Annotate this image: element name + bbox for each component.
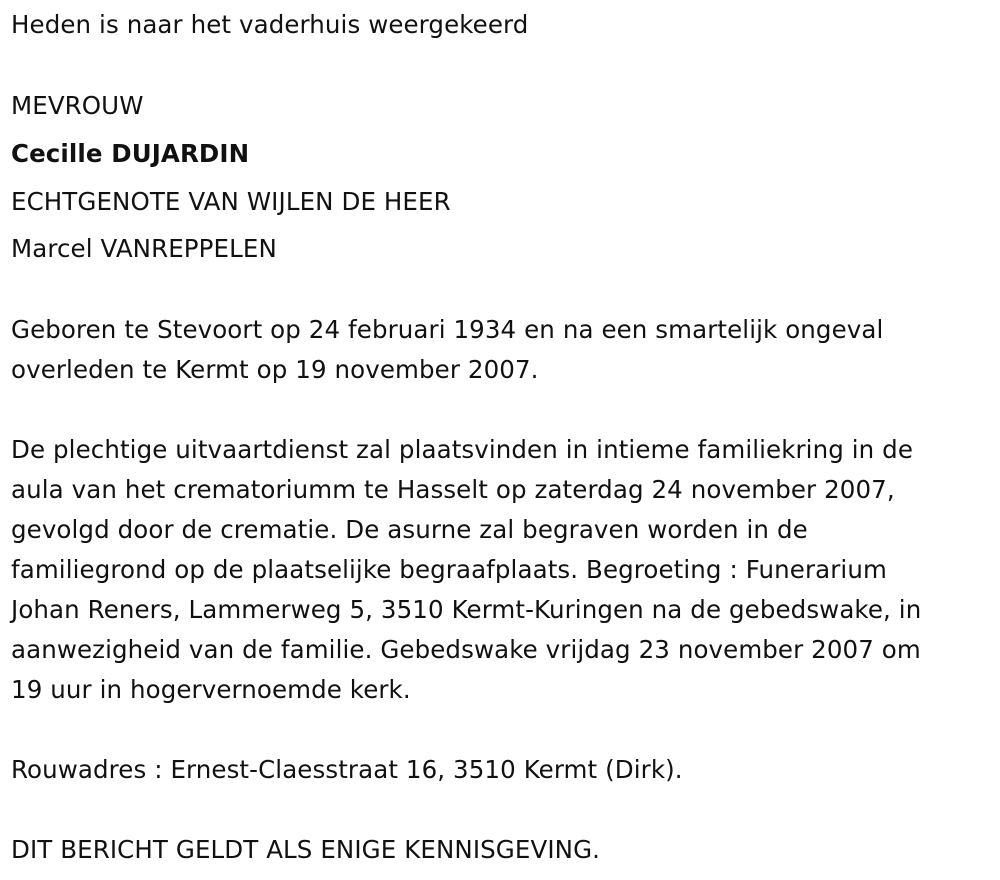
funeral-line: Johan Reners, Lammerweg 5, 3510 Kermt-Kuringen na de gebedswake, in: [11, 595, 922, 624]
salutation: MEVROUW: [11, 91, 144, 120]
birth-death-line: Geboren te Stevoort op 24 februari 1934 en na een smartelijk ongeval: [11, 315, 884, 344]
funeral-line: gevolgd door de crematie. De asurne zal begraven worden in de: [11, 515, 808, 544]
funeral-line: aanwezigheid van de familie. Gebedswake vrijdag 23 november 2007 om: [11, 635, 921, 664]
relation-text: ECHTGENOTE VAN WIJLEN DE HEER: [11, 187, 451, 216]
spouse-name: Marcel VANREPPELEN: [11, 234, 277, 263]
notice-text: DIT BERICHT GELDT ALS ENIGE KENNISGEVING.: [11, 835, 601, 864]
mourning-address: Rouwadres : Ernest-Claesstraat 16, 3510 Kermt (Dirk).: [11, 755, 683, 784]
deceased-name: Cecille DUJARDIN: [11, 139, 250, 168]
intro-text: Heden is naar het vaderhuis weergekeerd: [11, 10, 529, 39]
birth-death-line: overleden te Kermt op 19 november 2007.: [11, 355, 539, 384]
funeral-line: 19 uur in hogervernoemde kerk.: [11, 675, 411, 704]
funeral-line: De plechtige uitvaartdienst zal plaatsvinden in intieme familiekring in de: [11, 435, 913, 464]
funeral-line: familiegrond op de plaatselijke begraafplaats. Begroeting : Funerarium: [11, 555, 887, 584]
funeral-line: aula van het crematoriumm te Hasselt op zaterdag 24 november 2007,: [11, 475, 895, 504]
